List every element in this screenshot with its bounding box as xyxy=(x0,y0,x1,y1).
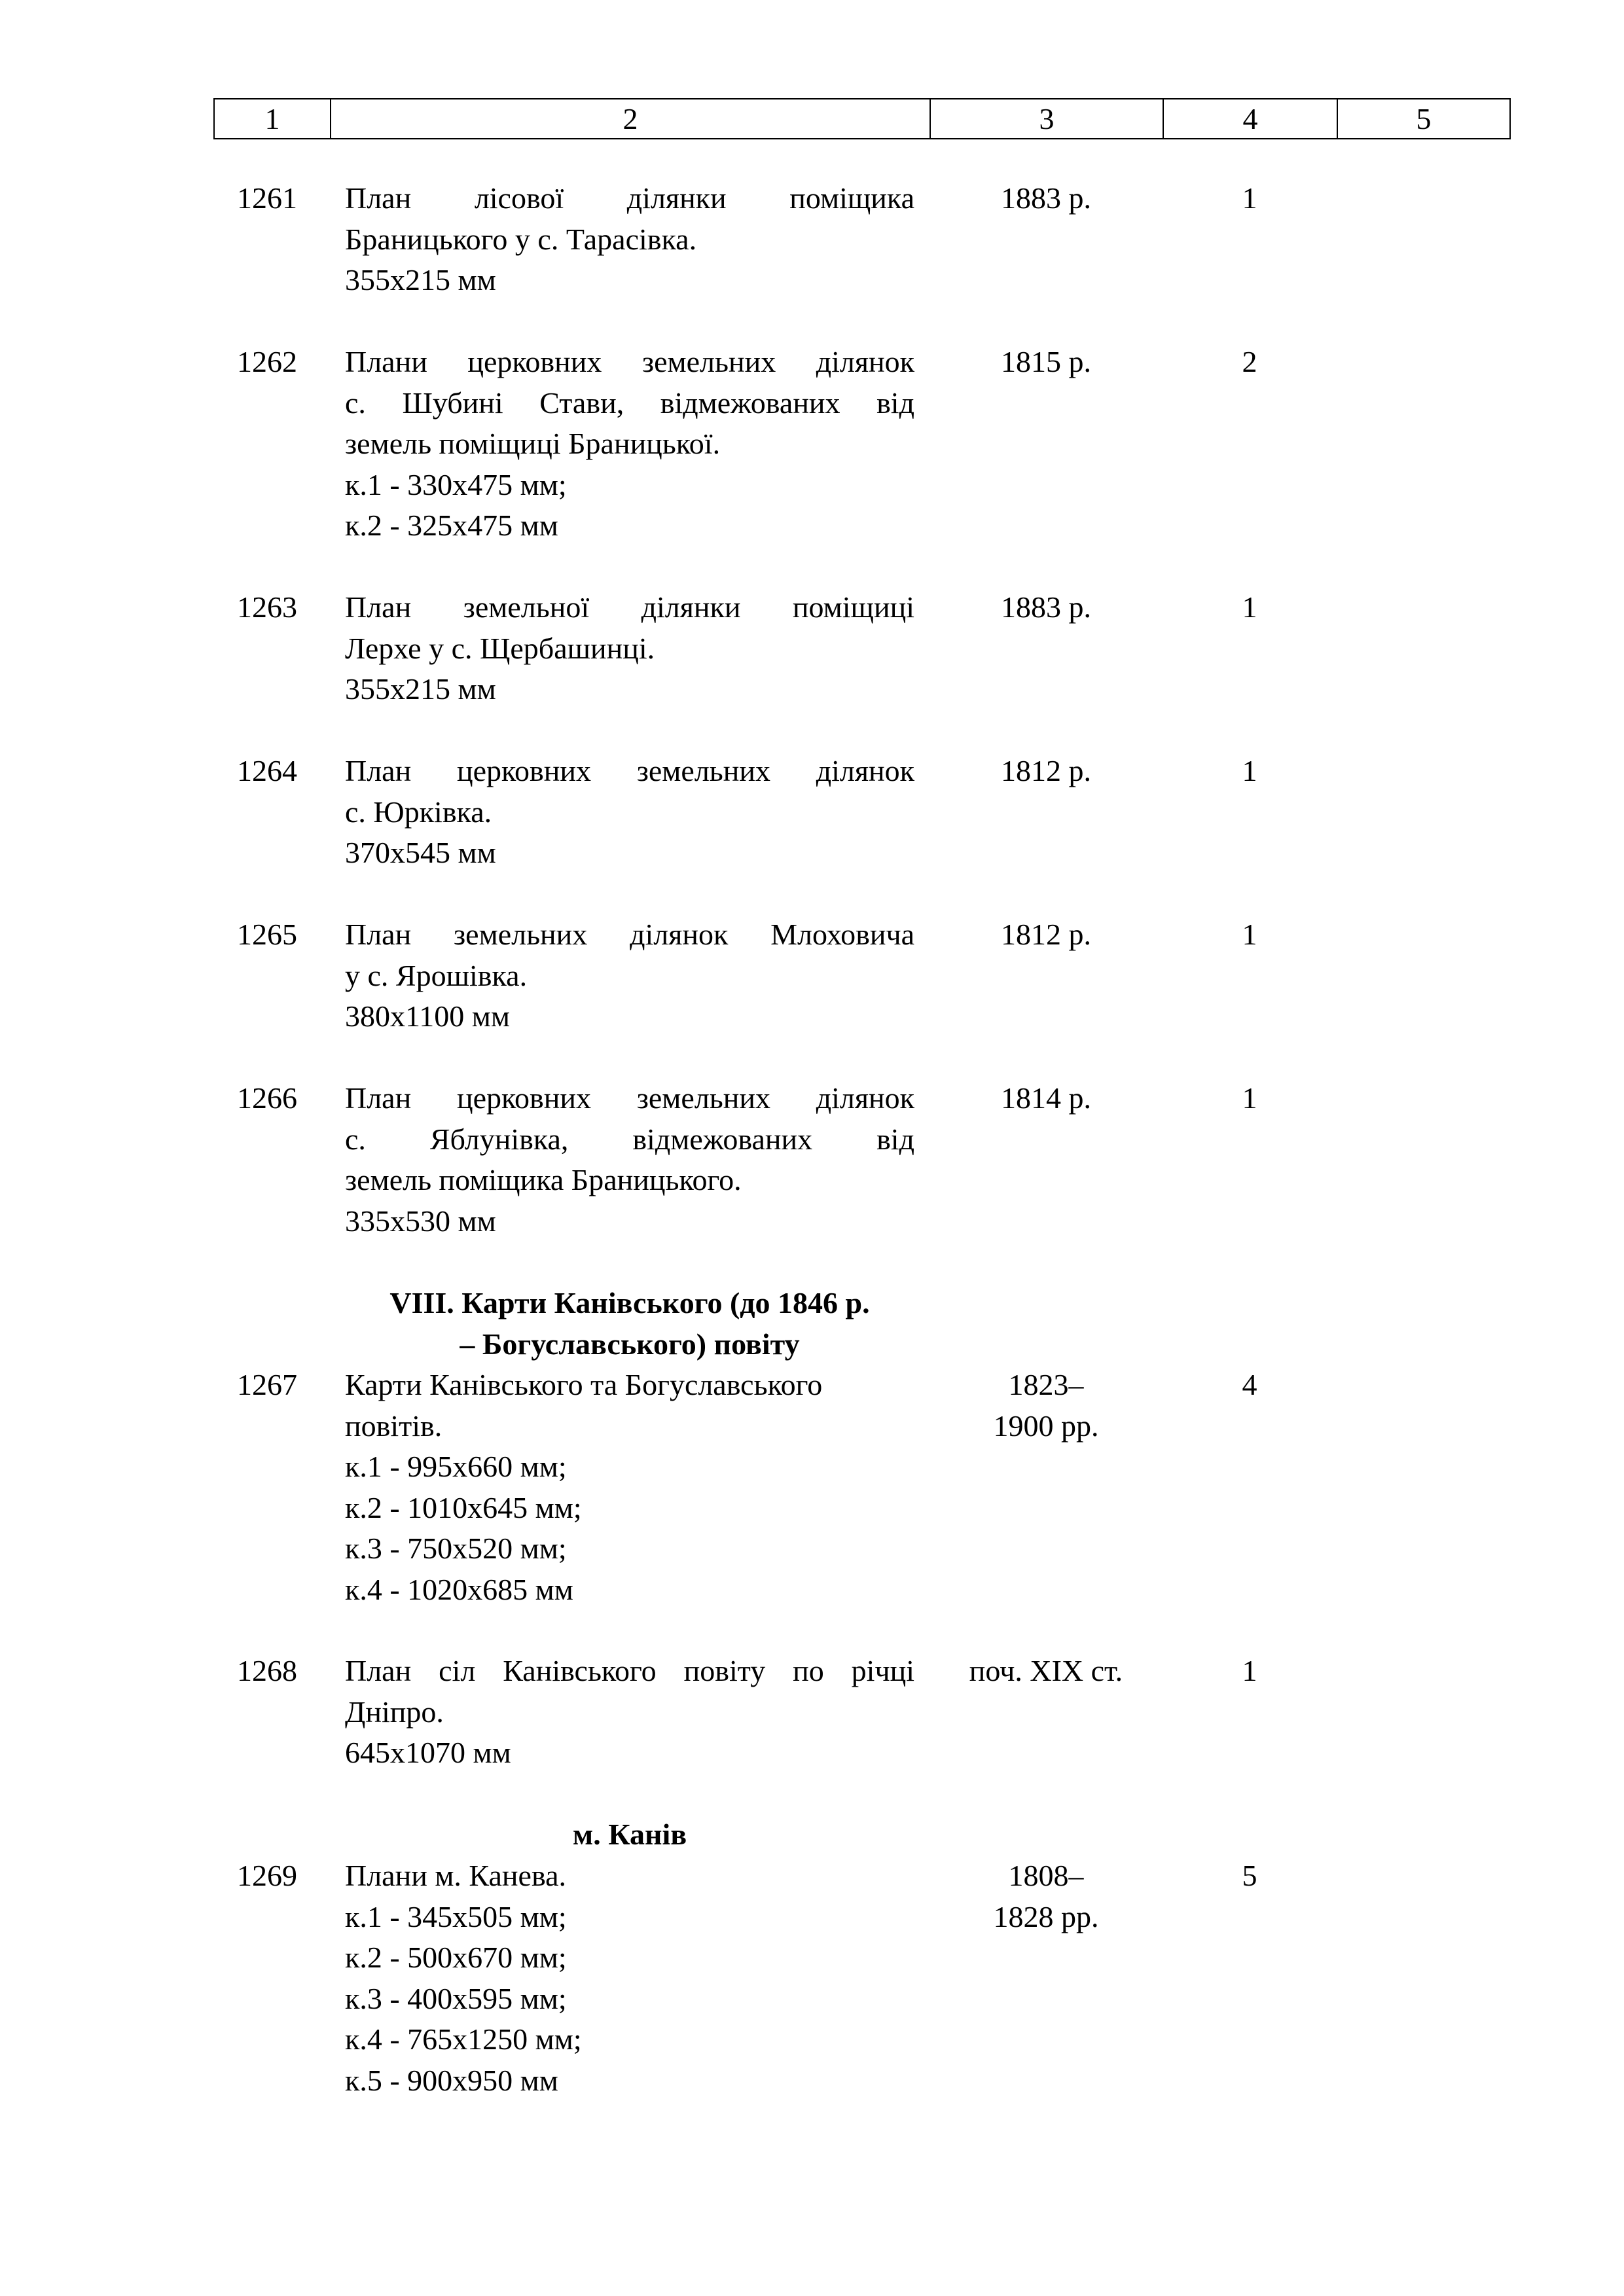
description-line: План лісової ділянки поміщика xyxy=(345,181,914,215)
entry-date: 1812 р. xyxy=(1001,754,1091,787)
description-size: к.1 - 995х660 мм; xyxy=(345,1450,567,1483)
entry-description xyxy=(345,1365,914,1610)
description-size: к.2 - 500х670 мм; xyxy=(345,1941,567,1974)
entry-description xyxy=(345,914,914,1037)
entry-description xyxy=(345,587,914,710)
entry-quantity: 2 xyxy=(1242,345,1257,378)
description-line: План земельних ділянок Млоховича xyxy=(345,918,914,951)
entry-number: 1264 xyxy=(237,754,297,787)
description-size: к.2 - 1010х645 мм; xyxy=(345,1490,582,1524)
entry-number: 1267 xyxy=(237,1368,297,1401)
description-line: План церковних земельних ділянок xyxy=(345,754,914,787)
entry-date: 1883 р. xyxy=(1001,590,1091,624)
entry-date: поч. XIX ст. xyxy=(969,1654,1123,1687)
description-line: Браницького у с. Тарасівка. xyxy=(345,222,697,256)
entry-date-line: 1828 рр. xyxy=(993,1899,1099,1933)
entry-number: 1268 xyxy=(237,1654,297,1687)
description-size: 380х1100 мм xyxy=(345,999,511,1033)
column-1-header: 1 xyxy=(215,99,331,138)
description-line: План сіл Канівського повіту по річці xyxy=(345,1654,914,1687)
description-line: Плани м. Канева. xyxy=(345,1859,566,1892)
description-line: с. Яблунівка, відмежованих від xyxy=(345,1122,914,1156)
entry-quantity: 1 xyxy=(1242,1081,1257,1115)
entry-date-line: 1823– xyxy=(1008,1368,1084,1401)
description-size: 370х545 мм xyxy=(345,836,496,869)
description-size: к.4 - 765х1250 мм; xyxy=(345,2022,582,2056)
entry-date: 1814 р. xyxy=(1001,1081,1091,1115)
entry-date: 1883 р. xyxy=(1001,181,1091,215)
entry-description xyxy=(345,1651,914,1774)
entry-description xyxy=(345,178,914,301)
entry-date-line: 1808– xyxy=(1008,1859,1084,1892)
entry-number: 1266 xyxy=(237,1081,297,1115)
entry-number: 1263 xyxy=(237,590,297,624)
description-size: к.5 - 900х950 мм xyxy=(345,2063,558,2097)
entry-number: 1261 xyxy=(237,181,297,215)
town-heading-kaniv: м. Канів xyxy=(572,1818,687,1851)
description-line: Лерхе у с. Щербашинці. xyxy=(345,631,655,665)
entry-date-line: 1900 рр. xyxy=(993,1408,1099,1443)
description-size: к.1 - 345х505 мм; xyxy=(345,1899,567,1933)
description-line: Карти Канівського та Богуславського xyxy=(345,1368,823,1401)
description-line: у с. Ярошівка. xyxy=(345,958,528,992)
entry-description xyxy=(345,751,914,874)
description-line: Плани церковних земельних ділянок xyxy=(345,345,914,378)
entry-number: 1269 xyxy=(237,1859,297,1892)
entry-date xyxy=(929,1856,1163,1937)
description-size: 335х530 мм xyxy=(345,1204,496,1238)
column-5-header: 5 xyxy=(1416,102,1432,135)
entry-description xyxy=(345,1856,914,2101)
section-heading-line: – Богуславського) повіту xyxy=(460,1327,800,1361)
entry-number: 1262 xyxy=(237,345,297,378)
entry-date: 1812 р. xyxy=(1001,918,1091,951)
description-line: План земельної ділянки поміщиці xyxy=(345,590,914,624)
entry-quantity: 1 xyxy=(1242,590,1257,624)
description-size: к.3 - 750х520 мм; xyxy=(345,1532,567,1565)
description-size: к.4 - 1020х685 мм xyxy=(345,1572,573,1606)
entry-quantity: 1 xyxy=(1242,754,1257,787)
entry-description xyxy=(345,342,914,547)
column-2-header: 2 xyxy=(331,99,931,138)
entry-description xyxy=(345,1078,914,1242)
description-size: 355х215 мм xyxy=(345,672,496,706)
section-heading-viii xyxy=(345,1283,914,1365)
section-heading-line: VIII. Карти Канівського (до 1846 р. xyxy=(389,1286,870,1319)
description-size: 355х215 мм xyxy=(345,263,496,296)
column-3-header: 3 xyxy=(931,99,1164,138)
column-number-header xyxy=(213,98,1511,139)
column-4-header: 4 xyxy=(1164,99,1338,138)
description-line: с. Шубині Стави, відмежованих від xyxy=(345,386,914,420)
entry-number: 1265 xyxy=(237,918,297,951)
description-line: земель поміщиці Браницької. xyxy=(345,427,721,460)
description-line: земель поміщика Браницького. xyxy=(345,1163,742,1196)
entry-quantity: 4 xyxy=(1242,1368,1257,1401)
entry-date: 1815 р. xyxy=(1001,345,1091,378)
description-line: повітів. xyxy=(345,1408,442,1443)
description-size: к.1 - 330х475 мм; xyxy=(345,467,567,501)
entry-date xyxy=(929,1365,1163,1446)
description-size: к.3 - 400х595 мм; xyxy=(345,1981,567,2015)
entry-quantity: 1 xyxy=(1242,181,1257,215)
description-size: к.2 - 325х475 мм xyxy=(345,509,558,542)
description-line: План церковних земельних ділянок xyxy=(345,1081,914,1115)
description-size: 645х1070 мм xyxy=(345,1736,511,1769)
entry-quantity: 5 xyxy=(1242,1859,1257,1892)
entry-quantity: 1 xyxy=(1242,1654,1257,1687)
description-line: с. Юрківка. xyxy=(345,795,492,829)
entry-quantity: 1 xyxy=(1242,918,1257,951)
description-line: Дніпро. xyxy=(345,1695,444,1729)
